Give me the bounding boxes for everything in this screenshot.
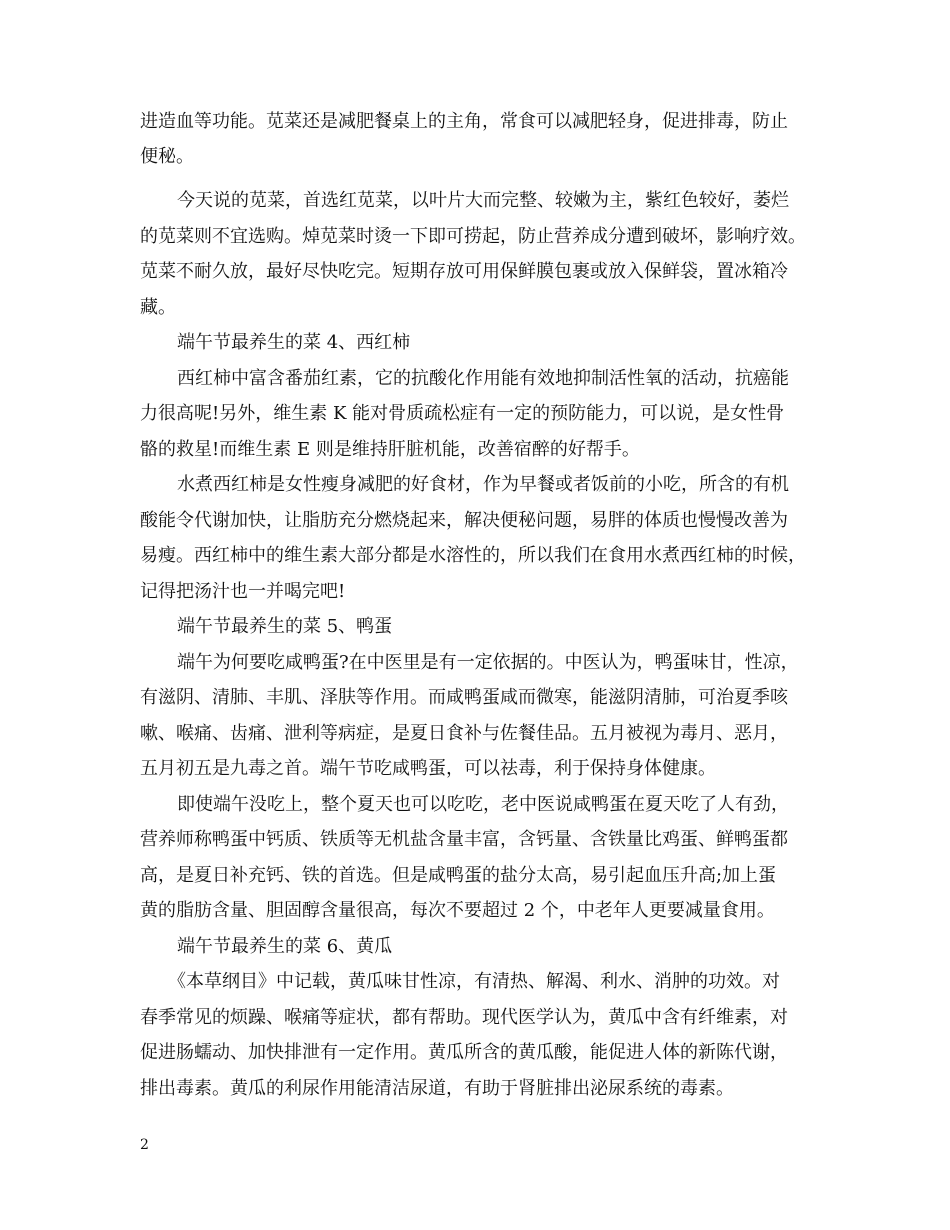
- paragraph-line: 苋菜不耐久放，最好尽快吃完。短期存放可用保鲜膜包裹或放入保鲜袋，置冰箱冷: [140, 261, 788, 282]
- paragraph-line: 促进肠蠕动、加快排泄有一定作用。黄瓜所含的黄瓜酸，能促进人体的新陈代谢，: [140, 1042, 788, 1063]
- paragraph-line: 酸能令代谢加快，让脂肪充分燃烧起来，解决便秘问题，易胖的体质也慢慢改善为: [140, 510, 788, 531]
- paragraph-line: 高，是夏日补充钙、铁的首选。但是咸鸭蛋的盐分太高，易引起血压升高;加上蛋: [140, 865, 777, 886]
- paragraph-line: 五月初五是九毒之首。端午节吃咸鸭蛋，可以祛毒，利于保持身体健康。: [140, 758, 716, 779]
- paragraph-line: 嗽、喉痛、齿痛、泄利等病症，是夏日食补与佐餐佳品。五月被视为毒月、恶月，: [140, 723, 788, 744]
- paragraph-line: 西红柿中富含番茄红素，它的抗酸化作用能有效地抑制活性氧的活动，抗癌能: [177, 368, 789, 389]
- paragraph-line: 黄的脂肪含量、胆固醇含量很高，每次不要超过 2 个，中老年人更要减量食用。: [140, 900, 775, 921]
- paragraph-line: 即使端午没吃上，整个夏天也可以吃吃，老中医说咸鸭蛋在夏天吃了人有劲，: [177, 794, 789, 815]
- paragraph-line: 《本草纲目》中记载，黄瓜味甘性凉，有清热、解渴、利水、消肿的功效。对: [168, 971, 780, 992]
- paragraph-line: 进造血等功能。苋菜还是减肥餐桌上的主角，常食可以减肥轻身，促进排毒，防止: [140, 111, 788, 132]
- paragraph-line: 的苋菜则不宜选购。焯苋菜时烫一下即可捞起，防止营养成分遭到破坏，影响疗效。: [140, 226, 806, 247]
- paragraph-line: 今天说的苋菜，首选红苋菜，以叶片大而完整、较嫩为主，紫红色较好，萎烂: [177, 190, 789, 211]
- paragraph-line: 力很高呢!另外，维生素 K 能对骨质疏松症有一定的预防能力，可以说，是女性骨: [140, 403, 785, 424]
- section-heading: 端午节最养生的菜 6、黄瓜: [177, 936, 393, 957]
- section-heading: 端午节最养生的菜 4、西红柿: [177, 332, 411, 353]
- paragraph-line: 易瘦。西红柿中的维生素大部分都是水溶性的，所以我们在食用水煮西红柿的时候，: [140, 545, 806, 566]
- paragraph-line: 春季常见的烦躁、喉痛等症状，都有帮助。现代医学认为，黄瓜中含有纤维素，对: [140, 1007, 788, 1028]
- paragraph-line: 排出毒素。黄瓜的利尿作用能清洁尿道，有助于肾脏排出泌尿系统的毒素。: [140, 1078, 734, 1099]
- paragraph-line: 营养师称鸭蛋中钙质、铁质等无机盐含量丰富，含钙量、含铁量比鸡蛋、鲜鸭蛋都: [140, 829, 788, 850]
- paragraph-line: 便秘。: [140, 146, 194, 167]
- paragraph-line: 藏。: [140, 297, 176, 318]
- page-number: 2: [140, 1137, 149, 1153]
- paragraph-line: 端午为何要吃咸鸭蛋?在中医里是有一定依据的。中医认为，鸭蛋味甘，性凉，: [177, 652, 799, 673]
- paragraph-line: 有滋阴、清肺、丰肌、泽肤等作用。而咸鸭蛋咸而微寒，能滋阴清肺，可治夏季咳: [140, 687, 788, 708]
- paragraph-line: 水煮西红柿是女性瘦身减肥的好食材，作为早餐或者饭前的小吃，所含的有机: [177, 474, 789, 495]
- paragraph-line: 记得把汤汁也一并喝完吧!: [140, 581, 346, 602]
- section-heading: 端午节最养生的菜 5、鸭蛋: [177, 616, 393, 637]
- paragraph-line: 骼的救星!而维生素 E 则是维持肝脏机能，改善宿醉的好帮手。: [140, 439, 640, 460]
